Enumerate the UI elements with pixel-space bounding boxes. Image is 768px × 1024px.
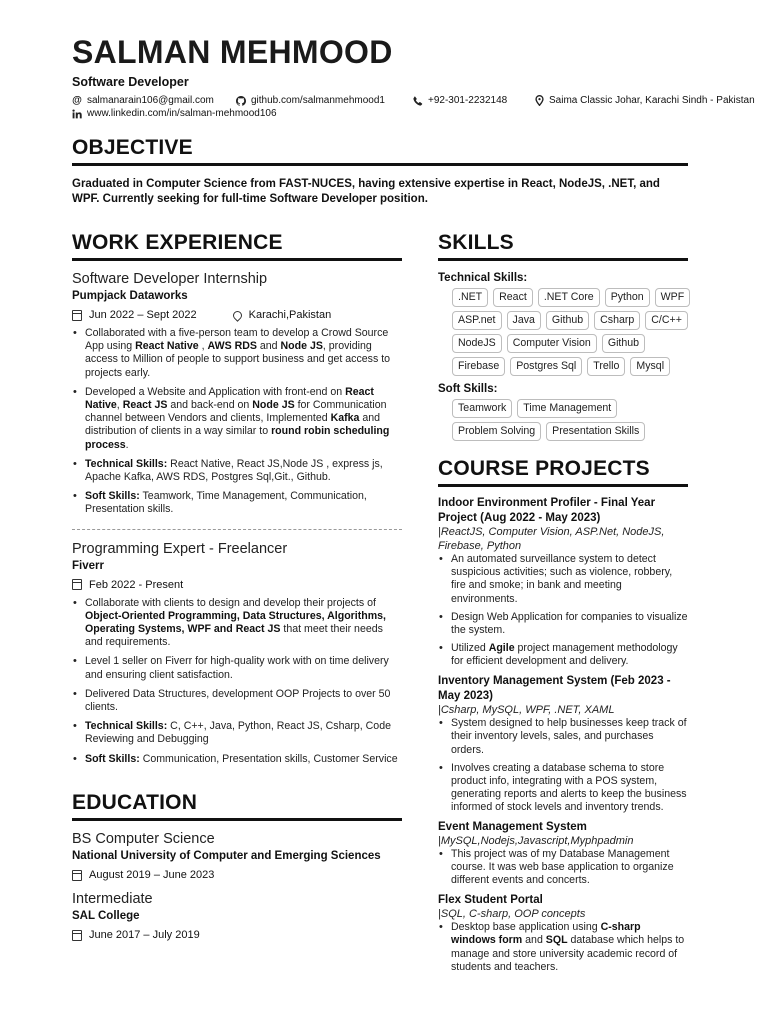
job-entry [72,270,402,517]
technical-skills-list [452,288,692,376]
linkedin-text: www.linkedin.com/in/salman-mehmood106 [87,108,277,119]
skill-tag: Time Management [517,399,617,418]
skills-heading: SKILLS [438,231,688,261]
project-tech: |MySQL,Nodejs,Javascript,Myphpadmin [438,834,634,847]
skills-section [438,231,688,447]
skill-tag: Presentation Skills [546,422,645,441]
objective-text: Graduated in Computer Science from FAST-NUCES, having extensive expertise in React, NodeJS, .NET, and WPF. Currently seeking for full-time Software Developer position. [72,178,660,205]
education-heading: EDUCATION [72,791,402,821]
work-experience-section [72,231,402,772]
address-contact [535,95,755,106]
phone-text: +92-301-2232148 [428,95,508,106]
project-entry [438,496,688,669]
linkedin-icon [72,109,82,119]
soft-skills-label: Soft Skills: [438,383,498,395]
job-meta [72,578,402,592]
job-bullets [72,327,402,517]
phone-icon [413,96,423,106]
technical-skills-label: Technical Skills: [438,272,528,284]
work-experience-heading: WORK EXPERIENCE [72,231,402,261]
school-name: SAL College [72,910,140,922]
project-entry [438,820,688,888]
education-entry [72,890,402,942]
education-dates: August 2019 – June 2023 [89,869,215,881]
education-dates: June 2017 – July 2019 [89,929,200,941]
job-dates: Feb 2022 - Present [89,578,184,591]
project-entry [438,893,688,974]
project-bullets [438,848,688,888]
project-title: Flex Student Portal [438,893,543,906]
list-item: • Collaborated with a five-person team to develop a Crowd Source App using React Native , AWS RDS and Node JS, providing access to Million of people to support business and get access to projects early. [72,327,402,380]
list-item: • Desktop base application using C-sharp windows form and SQL database which helps to manage and store university academic record of students and teachers. [438,921,688,974]
list-item: • System designed to help businesses keep track of their inventory levels, sales, and purchases orders. [438,717,688,757]
skill-tag: Github [602,334,645,353]
skill-tag: Problem Solving [452,422,541,441]
list-item: • This project was of my Database Management course. It was web base application to organize different events and concerts. [438,848,688,888]
list-item: • Soft Skills: Teamwork, Time Management, Communication, Presentation skills. [72,490,402,516]
course-projects-heading: COURSE PROJECTS [438,457,688,487]
objective-section [72,136,688,166]
email-contact[interactable] [72,95,214,106]
phone-contact[interactable] [413,95,507,106]
at-icon: @ [72,95,82,106]
list-item: • Technical Skills: React Native, React JS,Node JS , express js, Apache Kafka, AWS RDS, Postgres Sql,Git., Github. [72,458,402,484]
project-bullets [438,921,688,974]
skill-tag: Github [546,311,589,330]
school-name: National University of Computer and Emerging Sciences [72,850,381,862]
job-dates: Jun 2022 – Sept 2022 [89,309,197,321]
github-text: github.com/salmanmehmood1 [251,95,385,106]
skill-tag: Computer Vision [507,334,597,353]
job-meta [72,308,402,322]
calendar-icon [72,870,82,881]
project-entry [438,674,688,815]
list-item: • Delivered Data Structures, development OOP Projects to over 50 clients. [72,688,402,714]
skill-tag: Java [507,311,541,330]
job-entry [72,540,402,766]
skill-tag: Python [605,288,650,307]
soft-skills-list [452,399,692,441]
education-meta [72,868,402,882]
project-title: Indoor Environment Profiler - Final Year Project (Aug 2022 - May 2023) [438,497,656,524]
project-tech: |ReactJS, Computer Vision, ASP.Net, NodeJS, Firebase, Python [438,526,665,552]
list-item: • Technical Skills: C, C++, Java, Python, React JS, Csharp, Code Reviewing and Debugging [72,720,402,746]
list-item: • Developed a Website and Application with front-end on React Native, React JS and back-end on Node JS for Communication channel between Vendors and clients, Implemented Kafka and distribution of clients in a way similar to round robin scheduling process. [72,386,402,452]
skill-tag: ASP.net [452,311,502,330]
degree-title: BS Computer Science [72,831,215,847]
location-icon [535,95,544,106]
skill-tag: React [493,288,533,307]
company-name: Pumpjack Dataworks [72,290,188,302]
job-bullets [72,597,402,766]
education-section [72,791,402,942]
company-name: Fiverr [72,559,104,572]
skill-tag: Firebase [452,357,505,376]
skill-tag: Trello [587,357,625,376]
list-item: • Utilized Agile project management methodology for efficient development and delivery. [438,642,688,668]
skill-tag: Mysql [630,357,670,376]
candidate-name: SALMAN MEHMOOD [72,34,393,70]
skill-tag: C/C++ [645,311,688,330]
location-icon [231,309,244,322]
list-item: • Design Web Application for companies to visualize the system. [438,611,688,637]
skill-tag: NodeJS [452,334,502,353]
project-title: Inventory Management System (Feb 2023 - May 2023) [438,674,671,702]
skill-tag: .NET [452,288,488,307]
skill-tag: WPF [655,288,691,307]
skill-tag: Postgres Sql [510,357,582,376]
github-icon [236,96,246,106]
github-contact[interactable] [236,95,385,106]
list-item: • Collaborate with clients to design and develop their projects of Object-Oriented Programming, Data Structures, Algorithms, Operating Systems, WPF and React JS that meet their needs and requirements. [72,597,402,650]
email-text: salmanarain106@gmail.com [87,95,214,106]
project-bullets [438,717,688,814]
project-tech: |SQL, C-sharp, OOP concepts [438,907,586,920]
education-entry [72,830,402,882]
degree-title: Intermediate [72,891,153,907]
list-item: • Soft Skills: Communication, Presentation skills, Customer Service [72,753,402,766]
calendar-icon [72,579,82,590]
project-title: Event Management System [438,820,587,833]
objective-heading: OBJECTIVE [72,136,688,166]
project-bullets [438,553,688,669]
job-title: Software Developer Internship [72,271,268,287]
calendar-icon [72,310,82,321]
project-tech: |Csharp, MySQL, WPF, .NET, XAML [438,703,615,716]
list-item: • Involves creating a database schema to store product info, integrating with a POS system, generating reports and alerts to keep the business informed of stock levels and inventory trends. [438,762,688,815]
list-item: • Level 1 seller on Fiverr for high-quality work with on time delivery and ensuring client satisfaction. [72,655,402,681]
job-title: Programming Expert - Freelancer [72,540,288,557]
address-text: Saima Classic Johar, Karachi Sindh - Pakistan [549,95,755,106]
list-item: • An automated surveillance system to detect suspicious activities; such as violence, robbery, fire and smoke; in bank and meeting environments. [438,553,688,606]
calendar-icon [72,930,82,941]
skill-tag: Teamwork [452,399,512,418]
linkedin-contact[interactable] [72,108,277,119]
course-projects-section [438,457,688,979]
skill-tag: .NET Core [538,288,600,307]
education-meta [72,928,402,942]
skill-tag: Csharp [594,311,640,330]
job-location: Karachi,Pakistan [248,309,332,321]
candidate-role: Software Developer [72,75,189,89]
divider [72,529,402,530]
